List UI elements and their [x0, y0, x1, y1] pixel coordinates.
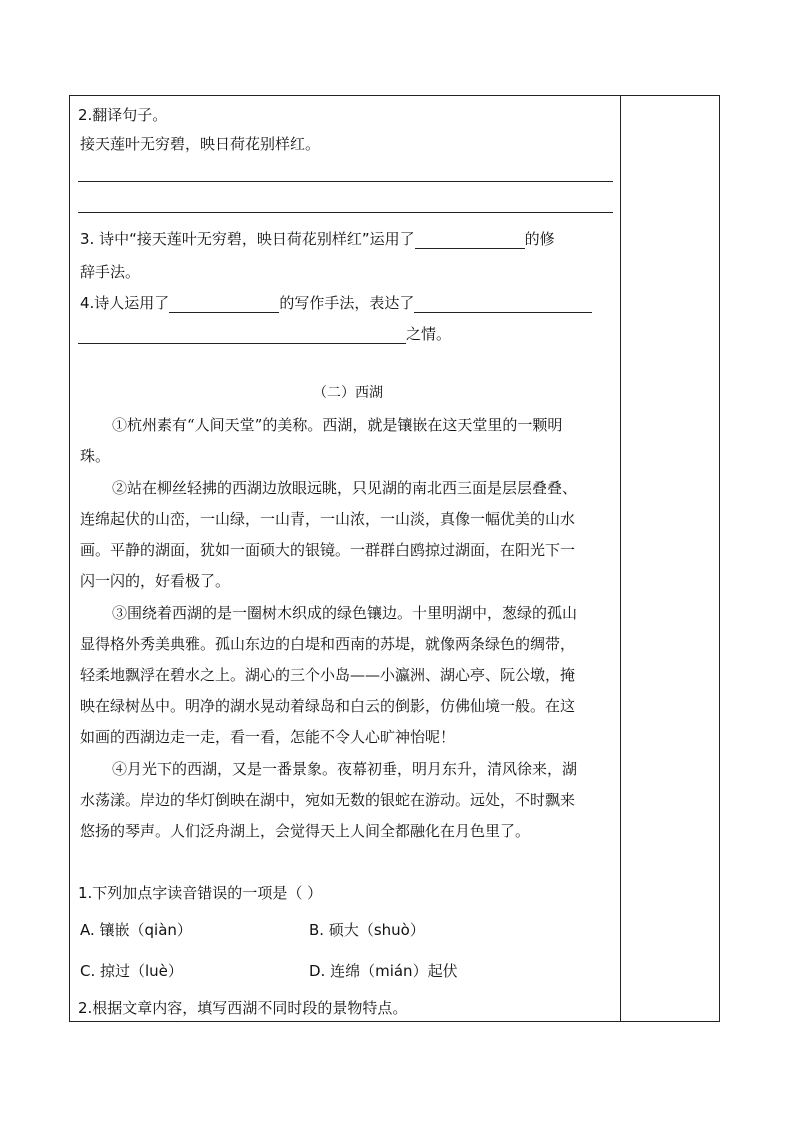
- question-3-prefix: 3. 诗中“接天莲叶无穷碧，映日荷花别样红”运用了: [80, 230, 415, 248]
- passage-p2-line2: 连绵起伏的山峦，一山绿，一山青，一山浓，一山淡，真像一幅优美的山水: [80, 510, 576, 528]
- question-2-sentence: 接天莲叶无穷碧，映日荷花别样红。: [80, 135, 321, 153]
- question-4-blank-3[interactable]: [78, 325, 406, 344]
- passage-p1-line1: ①杭州素有“人间天堂”的美称。西湖，就是镶嵌在这天堂里的一颗明: [112, 416, 563, 434]
- passage-p3-line1: ③围绕着西湖的是一圈树木织成的绿色镶边。十里明湖中，葱绿的孤山: [112, 604, 578, 622]
- question-4-middle: 的写作手法，表达了: [279, 294, 415, 312]
- passage-p4-line2: 水荡漾。岸边的华灯倒映在湖中，宛如无数的银蛇在游动。远处，不时飘来: [80, 791, 576, 809]
- fill-question-label: 2.根据文章内容，填写西湖不同时段的景物特点。: [78, 999, 408, 1017]
- question-4-blank-1[interactable]: [169, 294, 279, 313]
- question-4-text: [80, 293, 592, 313]
- passage-p3-line5: 如画的西湖边走一走，看一看，怎能不令人心旷神怡呢！: [80, 728, 456, 746]
- mc-option-c[interactable]: C. 掠过（luè）: [80, 962, 183, 980]
- question-3-suffix: 的修: [524, 230, 555, 248]
- passage-p2-line1: ②站在柳丝轻拂的西湖边放眼远眺，只见湖的南北西三面是层层叠叠、: [112, 479, 578, 497]
- passage-p3-line3: 轻柔地飘浮在碧水之上。湖心的三个小岛——小瀛洲、湖心亭、阮公墩，掩: [80, 666, 576, 684]
- passage-p2-line3: 画。平静的湖面，犹如一面硕大的银镜。一群群白鸥掠过湖面，在阳光下一: [80, 541, 576, 559]
- question-3-text: [80, 229, 555, 249]
- mc-option-a[interactable]: A. 镶嵌（qiàn）: [80, 921, 192, 939]
- answer-line-2[interactable]: [78, 212, 613, 213]
- question-2-label: 2.翻译句子。: [78, 106, 168, 124]
- answer-line-1[interactable]: [78, 181, 613, 182]
- question-4-blank-2[interactable]: [414, 294, 592, 313]
- question-4-suffix: 之情。: [406, 325, 452, 343]
- table-column-divider: [620, 95, 621, 1022]
- passage-p3-line4: 映在绿树丛中。明净的湖水晃动着绿岛和白云的倒影，仿佛仙境一般。在这: [80, 697, 576, 715]
- mc-option-d[interactable]: D. 连绵（mián）起伏: [309, 962, 458, 980]
- mc-question: 1.下列加点字读音错误的一项是（ ）: [78, 884, 323, 902]
- question-3-blank[interactable]: [415, 230, 525, 249]
- passage-p4-line3: 悠扬的琴声。人们泛舟湖上，会觉得天上人间全都融化在月色里了。: [80, 822, 531, 840]
- passage-p4-line1: ④月光下的西湖，又是一番景象。夜幕初垂，明月东升，清风徐来，湖: [112, 760, 578, 778]
- passage-p3-line2: 显得格外秀美典雅。孤山东边的白堤和西南的苏堤，就像两条绿色的绸带，: [80, 635, 576, 653]
- passage-p1-line2: 珠。: [80, 447, 111, 465]
- question-3-line2: 辞手法。: [80, 263, 141, 281]
- passage-title: （二）西湖: [313, 385, 383, 401]
- question-4-prefix: 4.诗人运用了: [80, 294, 170, 312]
- passage-p2-line4: 闪一闪的，好看极了。: [80, 572, 231, 590]
- question-4-line2: [78, 324, 451, 344]
- mc-option-b[interactable]: B. 硕大（shuò）: [309, 921, 425, 939]
